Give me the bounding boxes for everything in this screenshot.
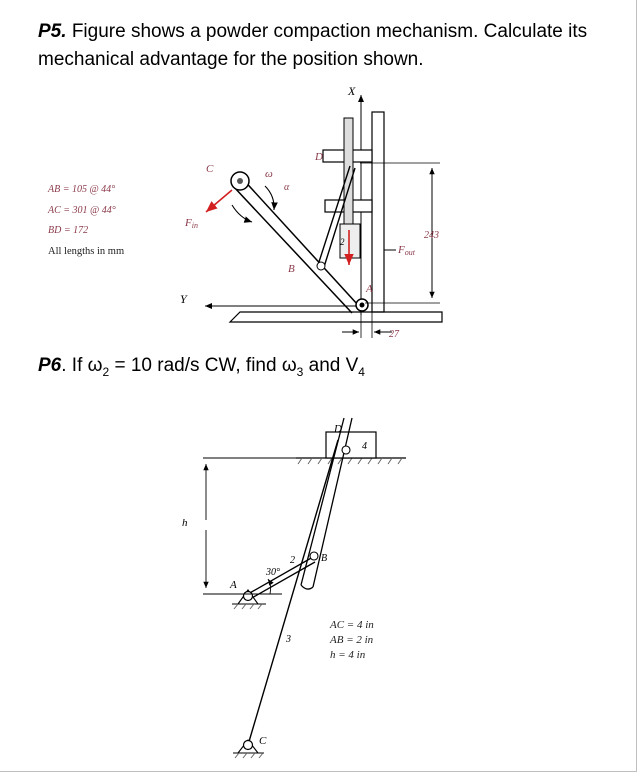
given-bd: BD = 172 [48,225,89,236]
label-b: B [288,263,295,275]
given-ab: AB = 105 @ 44° [48,184,116,195]
label-d-p6: D [334,423,342,435]
problem-6-number: P6 [38,355,62,376]
joint-d [342,446,350,454]
units-note: All lengths in mm [48,245,125,257]
label-f-in: Fin [185,217,198,230]
problem-5-text: Figure shows a powder compaction mechanism. Calculate its mechanical advantage for the position shown. [38,21,588,70]
frame-column [372,112,384,312]
dimension-27-label: 27 [389,329,399,340]
label-f-out: Fout [398,244,415,257]
given-ac: AC = 301 @ 44° [48,204,116,216]
label-d: D [315,151,323,163]
given-ac-p6: AC = 4 in [330,619,374,631]
omega-arc [265,186,274,210]
label-a: A [366,283,373,295]
slider-rod [344,118,353,228]
label-2: 2 [290,555,295,566]
y-axis-label: Y [180,292,187,306]
label-c: C [206,163,214,175]
force-in-arrow [206,190,232,212]
label-omega: ω [265,168,273,180]
joint-b [317,262,325,270]
label-alpha: α [284,182,290,193]
problem-6-text-b: = 10 rad/s CW, find ω [109,355,297,376]
label-a-p6: A [230,579,237,591]
label-30-deg: 30° [266,567,280,578]
given-ab-p6: AB = 2 in [330,634,374,646]
problem-6-given-values [330,618,374,663]
label-4: 4 [362,441,367,452]
problem-6-statement: P6. If $\omega_2 = 10$ rad/s CW, find $\omega_3$ and $V_4$ [38,355,365,379]
given-h-p6: h = 4 in [330,649,366,661]
problem-5-number: P5. [38,21,67,42]
label-h: h [182,517,188,529]
label-3: 3 [286,634,291,645]
base-plate [230,312,442,322]
x-axis-label: X [348,84,356,98]
dimension-243-label: 243 [424,230,439,241]
alpha-arc [232,205,252,222]
label-link-2: 2 [340,237,345,247]
problem-6-text-c: and V [303,355,359,376]
joint-b-p6 [310,552,318,560]
problem-6-text-a: . If ω [61,355,103,376]
label-c-p6: C [259,735,267,747]
label-b-p6: B [321,553,328,564]
